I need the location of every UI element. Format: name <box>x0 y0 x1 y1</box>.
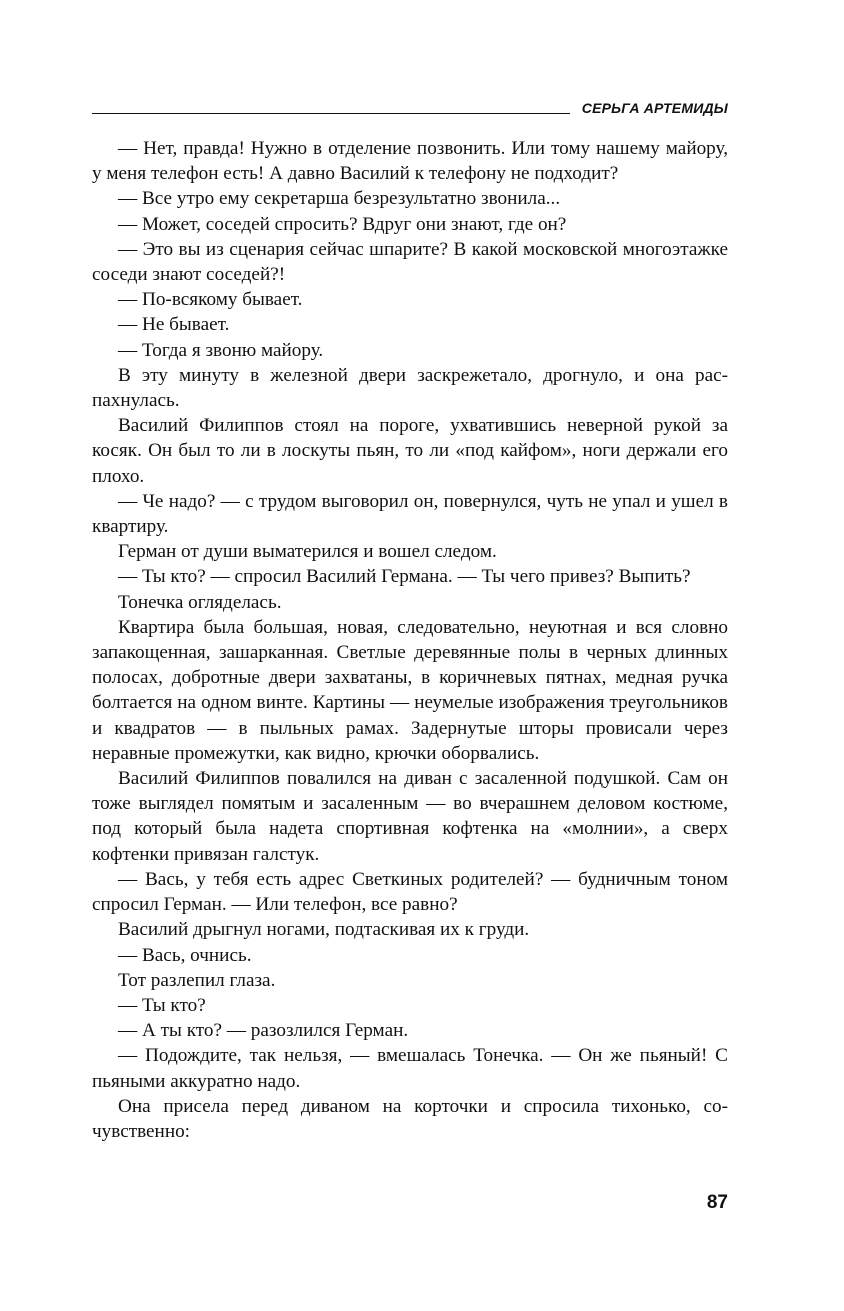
body-text <box>92 136 728 1144</box>
paragraph-10: — Че надо? — с трудом выговорил он, повернулся, чуть не упал и ушел в квартиру. <box>92 490 728 538</box>
paragraph-7: — Тогда я звоню майору. <box>118 339 324 361</box>
paragraph-4: — Это вы из сценария сейчас шпарите? В какой московской многоэтажке соседи знают соседей?! <box>92 238 728 286</box>
paragraph-15: Василий Филиппов повалился на диван с засаленной подушкой. Сам он тоже выглядел помятым и засаленным — во вчерашнем деловом костюме, под который была надета спортивная кофтенка на «молнии», а сверх кофтенки привязан галстук. <box>92 768 728 865</box>
paragraph-8: В эту минуту в железной двери заскрежетало, дрогнуло, и она распахнулась. <box>92 364 728 412</box>
paragraph-6: — Не бывает. <box>118 314 230 336</box>
running-header <box>92 98 728 122</box>
paragraph-5: — По-всякому бывает. <box>118 289 303 311</box>
paragraph-22: — Подождите, так нельзя, — вмешалась Тонечка. — Он же пьяный! С пьяными аккуратно надо. <box>92 1045 728 1092</box>
paragraph-21: — А ты кто? — разозлился Герман. <box>118 1020 409 1042</box>
paragraph-1: — Нет, правда! Нужно в отделение позвонить. Или тому нашему майору, у меня телефон есть! А давно Василий к телефону не подходит? <box>92 138 728 185</box>
paragraph-20: — Ты кто? <box>118 994 206 1016</box>
paragraph-2: — Все утро ему секретарша безрезультатно звонила... <box>118 188 561 210</box>
paragraph-12: — Ты кто? — спросил Василий Германа. — Ты чего привез? Выпить? <box>118 566 691 588</box>
paragraph-19: Тот разлепил глаза. <box>118 969 276 991</box>
paragraph-11: Герман от души выматерился и вошел следом. <box>118 541 497 563</box>
running-title: СЕРЬГА АРТЕМИДЫ <box>581 100 728 116</box>
paragraph-14: Квартира была большая, новая, следовательно, неуютная и вся словно запакощенная, зашарканная. Светлые деревянные полы в черных длинных полосах, добротные двери захватаны, в коричневых пятнах, медная ручка болтается на одном винте. Картины — неумелые изображения треугольников и квадратов — в пыльных рамах. Задернутые шторы провисали через неравные промежутки, как видно, крючки оборвались. <box>92 616 728 764</box>
page-number: 87 <box>706 1192 728 1213</box>
header-rule <box>92 113 570 114</box>
paragraph-9: Василий Филиппов стоял на пороге, ухватившись неверной рукой за косяк. Он был то ли в лоскуты пьян, то ли «под кайфом», ноги держали его плохо. <box>92 415 728 487</box>
paragraph-13: Тонечка огляделась. <box>118 591 282 613</box>
paragraph-3: — Может, соседей спросить? Вдруг они знают, где он? <box>118 213 567 235</box>
paragraph-18: — Вась, очнись. <box>118 944 252 966</box>
paragraph-16: — Вась, у тебя есть адрес Светкиных родителей? — будничным тоном спросил Герман. — Или телефон, все равно? <box>92 868 728 916</box>
paragraph-17: Василий дрыгнул ногами, подтаскивая их к груди. <box>118 919 530 941</box>
paragraph-23: Она присела перед диваном на корточки и спросила тихонько, сочувственно: <box>92 1095 728 1142</box>
